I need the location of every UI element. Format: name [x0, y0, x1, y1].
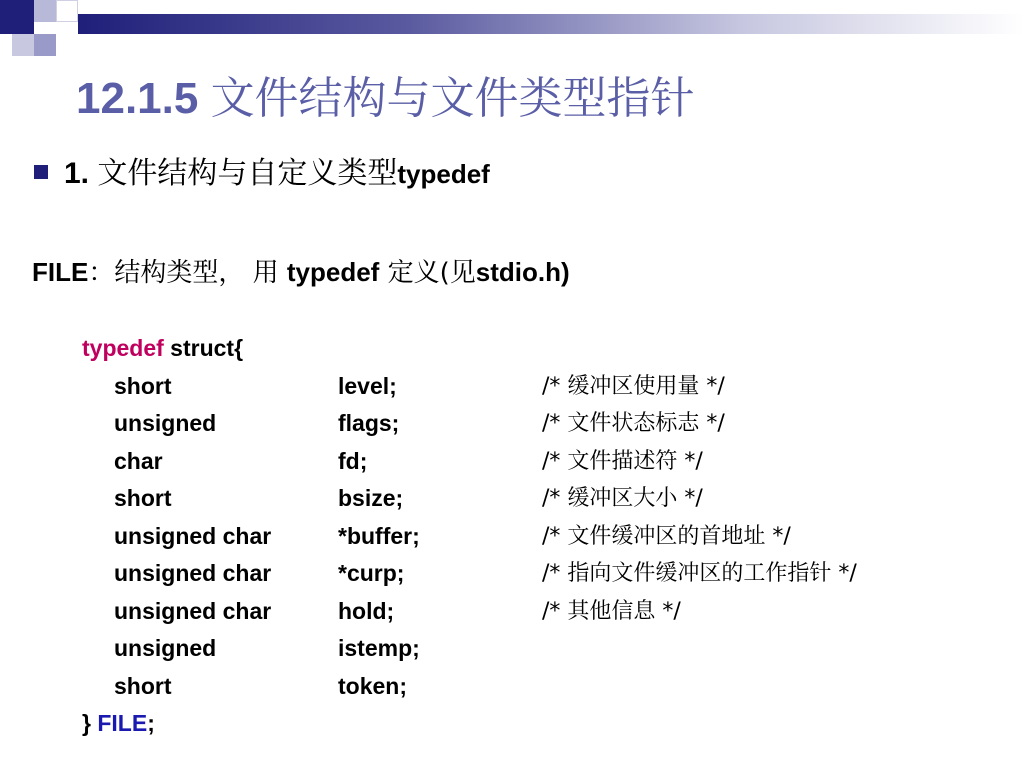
field-type: unsigned — [114, 410, 217, 436]
field-type: short — [114, 372, 172, 399]
code-open-line — [82, 330, 243, 368]
header-square-light — [34, 0, 56, 22]
header-square-dark — [0, 0, 34, 34]
field-name: hold; — [338, 597, 395, 624]
header-square-mid — [34, 34, 56, 56]
field-comment: /* 其他信息 */ — [542, 598, 681, 624]
field-comment: /* 缓冲区大小 */ — [542, 486, 703, 511]
file-type-name: FILE — [97, 710, 148, 736]
file-desc-text: ：结构类型， 用 — [88, 258, 287, 288]
field-type: unsigned char — [114, 522, 272, 549]
close-semicolon: ; — [147, 710, 155, 736]
field-comment: /* 文件状态标志 */ — [542, 411, 725, 436]
file-typedef-keyword: typedef — [286, 257, 380, 287]
field-row — [82, 480, 703, 518]
close-brace: } — [82, 710, 98, 736]
field-row — [82, 668, 407, 706]
field-row — [82, 518, 791, 556]
field-name: *buffer; — [338, 522, 420, 549]
field-comment: /* 文件描述符 */ — [542, 448, 703, 474]
field-name: level; — [338, 372, 397, 399]
field-type: short — [114, 672, 172, 699]
square-bullet-icon — [34, 165, 48, 179]
field-name: bsize; — [338, 485, 404, 511]
field-comment: /* 文件缓冲区的首地址 */ — [542, 523, 791, 549]
header-square-outline — [56, 0, 78, 22]
field-type: char — [114, 447, 163, 474]
field-type: short — [114, 485, 172, 511]
field-name: istemp; — [338, 635, 420, 661]
field-row — [82, 405, 725, 443]
field-name: token; — [338, 672, 407, 699]
title-number: 12.1.5 — [76, 74, 211, 123]
header-square-light — [12, 34, 34, 56]
field-row — [82, 443, 703, 481]
struct-open: struct{ — [163, 335, 244, 361]
file-description — [32, 252, 570, 289]
field-type: unsigned char — [114, 560, 272, 586]
field-comment: /* 缓冲区使用量 */ — [542, 373, 725, 399]
field-type: unsigned — [114, 635, 217, 661]
slide-title — [76, 62, 695, 126]
field-row — [82, 368, 725, 406]
file-desc-text-2: 定义(见 — [379, 258, 476, 288]
bullet-keyword: typedef — [397, 159, 490, 189]
title-text: 文件结构与文件类型指针 — [210, 73, 695, 124]
bullet-item — [34, 148, 490, 192]
field-name: fd; — [338, 447, 368, 474]
field-row — [82, 555, 857, 593]
field-comment: /* 指向文件缓冲区的工作指针 */ — [542, 561, 857, 586]
file-header-ref: stdio.h) — [475, 257, 570, 287]
field-row — [82, 630, 420, 668]
struct-fields — [82, 368, 857, 706]
typedef-keyword: typedef — [82, 335, 164, 361]
bullet-text: 文件结构与自定义类型 — [97, 156, 398, 191]
field-row — [82, 593, 681, 631]
field-name: *curp; — [338, 560, 405, 586]
bullet-number: 1. — [64, 157, 98, 190]
field-name: flags; — [338, 410, 400, 436]
field-type: unsigned char — [114, 597, 272, 624]
file-label: FILE — [32, 257, 89, 287]
header-gradient-bar — [78, 14, 1024, 34]
code-close-line — [82, 705, 243, 743]
code-block — [82, 330, 857, 743]
